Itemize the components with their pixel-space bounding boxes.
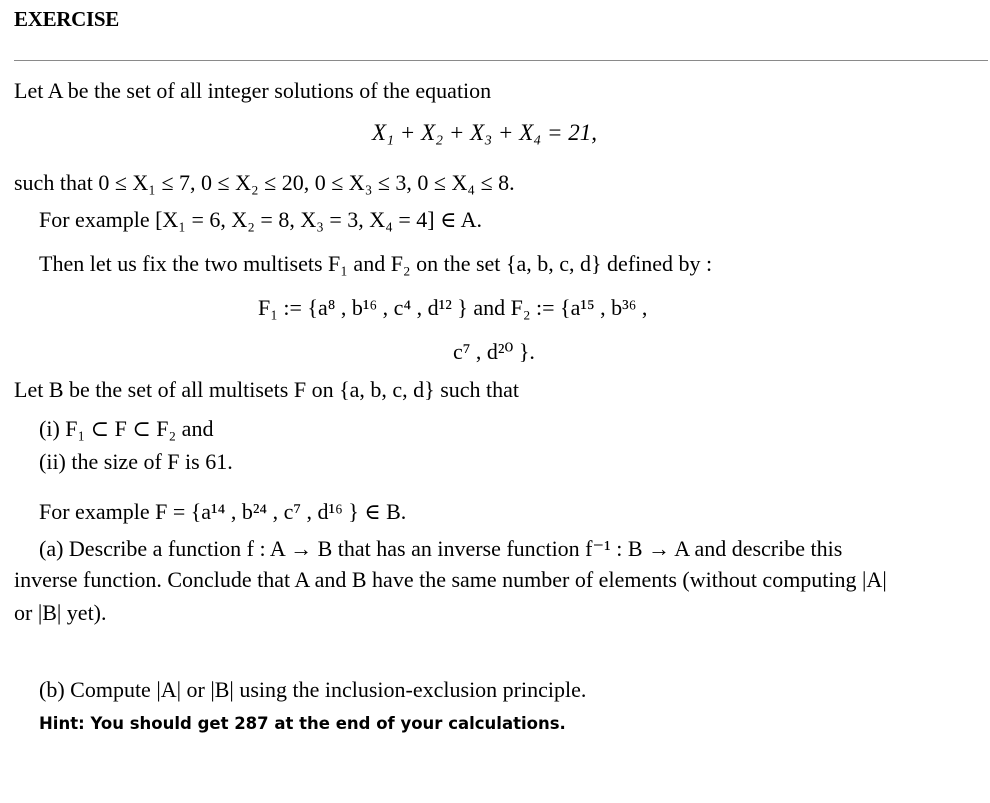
condition-ii: (ii) the size of F is 61.: [39, 449, 233, 474]
exercise-heading: EXERCISE: [14, 7, 119, 31]
example-a-line: For example [X₁ = 6, X₂ = 8, X₃ = 3, X₄ = 4] ∈ A.: [39, 207, 483, 232]
example-b-line: For example F = {a¹⁴ , b²⁴ , c⁷ , d¹⁶ } ∈ B.: [39, 499, 407, 524]
part-a-line-1: (a) Describe a function f : A → B that has an inverse function f⁻¹ : B → A and describe this: [39, 536, 843, 561]
condition-i: (i) F₁ ⊂ F ⊂ F₂ and: [39, 416, 214, 441]
multiset-definition-line-2: c⁷ , d²⁰ }.: [453, 339, 535, 364]
part-b-line: (b) Compute |A| or |B| using the inclusion-exclusion principle.: [39, 677, 587, 702]
main-equation: X₁ + X₂ + X₃ + X₄ = 21,: [372, 120, 598, 145]
horizontal-divider: [14, 60, 988, 61]
constraints-line: such that 0 ≤ X₁ ≤ 7, 0 ≤ X₂ ≤ 20, 0 ≤ X₃ ≤ 3, 0 ≤ X₄ ≤ 8.: [14, 170, 515, 195]
part-a-line-2: inverse function. Conclude that A and B have the same number of elements (without computing |A|: [14, 567, 887, 592]
hint-line: Hint: You should get 287 at the end of your calculations.: [39, 714, 566, 733]
part-a-line-3: or |B| yet).: [14, 600, 107, 625]
intro-line: Let A be the set of all integer solutions of the equation: [14, 78, 492, 103]
fix-multisets-line: Then let us fix the two multisets F₁ and F₂ on the set {a, b, c, d} defined by :: [39, 251, 713, 276]
define-b-line: Let B be the set of all multisets F on {a, b, c, d} such that: [14, 377, 520, 402]
multiset-definition-line-1: F₁ := {a⁸ , b¹⁶ , c⁴ , d¹² } and F₂ := {a¹⁵ , b³⁶ ,: [258, 295, 648, 320]
